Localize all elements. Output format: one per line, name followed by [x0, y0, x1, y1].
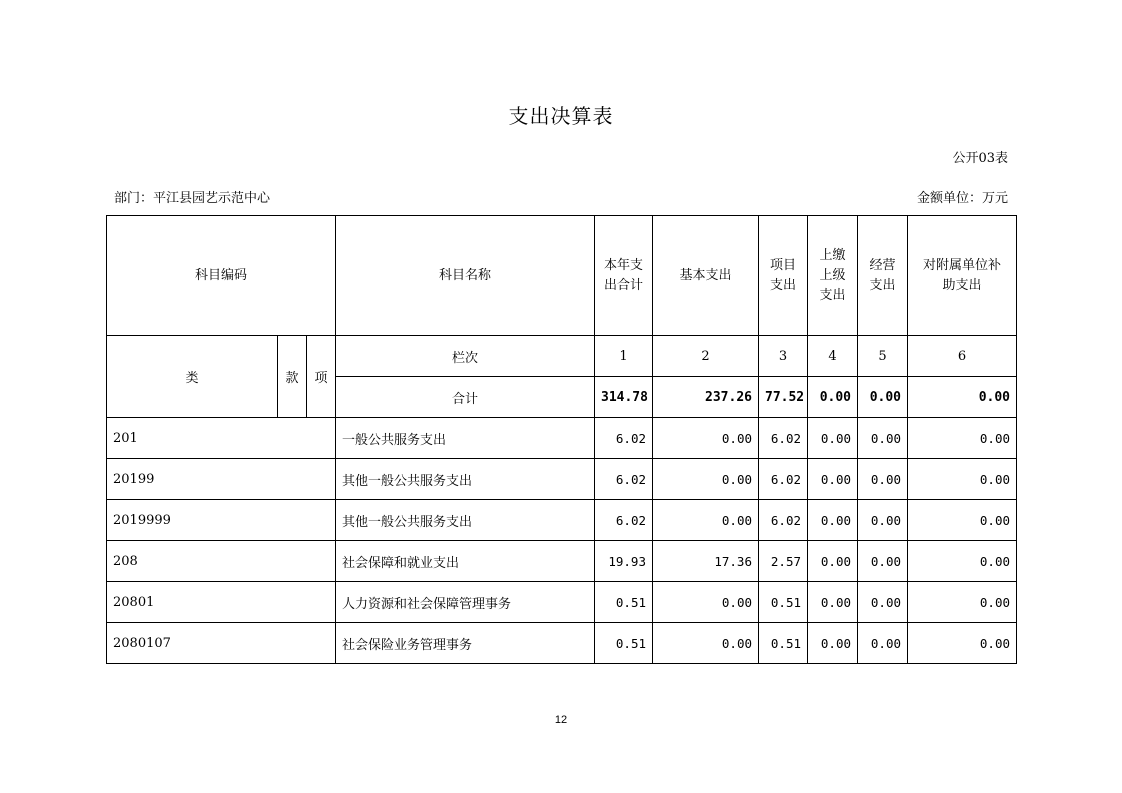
cell-value: 19.93 — [595, 541, 653, 582]
cell-value: 0.00 — [908, 459, 1017, 500]
page-number: 12 — [554, 714, 568, 726]
cell-value: 0.00 — [858, 418, 908, 459]
subject-code: 208 — [107, 541, 336, 582]
unit-line — [917, 187, 1008, 206]
cell-value: 0.51 — [595, 582, 653, 623]
cell-value: 0.00 — [808, 459, 858, 500]
department-line — [114, 187, 270, 206]
cell-value: 0.51 — [759, 582, 808, 623]
subject-name: 人力资源和社会保障管理事务 — [336, 582, 595, 623]
header-remit-line1: 上缴 — [819, 247, 846, 263]
expenditure-table — [106, 215, 1017, 664]
column-index-row — [107, 336, 1017, 377]
header-code: 科目编码 — [107, 216, 336, 336]
subject-name: 社会保障和就业支出 — [336, 541, 595, 582]
subject-name: 其他一般公共服务支出 — [336, 459, 595, 500]
subject-code: 20801 — [107, 582, 336, 623]
header-project-line2: 支出 — [769, 277, 796, 293]
cell-value: 0.51 — [595, 623, 653, 664]
cell-value: 6.02 — [595, 459, 653, 500]
cell-value: 6.02 — [759, 500, 808, 541]
total-value: 0.00 — [858, 377, 908, 418]
header-total-line2: 出合计 — [603, 277, 643, 293]
cell-value: 2.57 — [759, 541, 808, 582]
header-xiang: 项 — [307, 336, 336, 418]
cell-value: 0.00 — [908, 500, 1017, 541]
cell-value: 0.00 — [908, 582, 1017, 623]
header-remit — [808, 216, 858, 336]
cell-value: 0.00 — [808, 541, 858, 582]
cell-value: 0.00 — [858, 623, 908, 664]
table-row — [107, 500, 1017, 541]
total-value: 0.00 — [808, 377, 858, 418]
header-row — [107, 216, 1017, 336]
cell-value: 0.00 — [808, 500, 858, 541]
cell-value: 0.00 — [808, 582, 858, 623]
column-index-label: 栏次 — [336, 336, 595, 377]
header-operating-line1: 经营 — [869, 257, 896, 273]
header-operating — [858, 216, 908, 336]
department-name: 平江县园艺示范中心 — [153, 191, 271, 206]
column-index-5: 5 — [858, 336, 908, 377]
header-name: 科目名称 — [336, 216, 595, 336]
header-basic: 基本支出 — [653, 216, 759, 336]
table-row — [107, 582, 1017, 623]
cell-value: 0.00 — [908, 623, 1017, 664]
header-lei: 类 — [107, 336, 278, 418]
header-subsidy — [908, 216, 1017, 336]
cell-value: 0.00 — [808, 623, 858, 664]
total-value: 237.26 — [653, 377, 759, 418]
form-number: 公开03表 — [952, 151, 1008, 166]
total-value: 0.00 — [908, 377, 1017, 418]
subject-name: 社会保险业务管理事务 — [336, 623, 595, 664]
unit-value: 万元 — [981, 191, 1008, 206]
header-operating-line2: 支出 — [869, 277, 896, 293]
department-label: 部门 ： — [114, 191, 153, 206]
column-index-6: 6 — [908, 336, 1017, 377]
cell-value: 0.00 — [908, 418, 1017, 459]
subject-code: 201 — [107, 418, 336, 459]
cell-value: 0.00 — [858, 500, 908, 541]
total-value: 77.52 — [759, 377, 808, 418]
cell-value: 0.00 — [653, 500, 759, 541]
table-row — [107, 623, 1017, 664]
cell-value: 6.02 — [595, 418, 653, 459]
cell-value: 0.51 — [759, 623, 808, 664]
cell-value: 0.00 — [653, 418, 759, 459]
header-subsidy-line1: 对附属单位补 — [922, 257, 1001, 273]
cell-value: 0.00 — [908, 541, 1017, 582]
header-kuan: 款 — [278, 336, 307, 418]
table-row — [107, 418, 1017, 459]
subject-code: 20199 — [107, 459, 336, 500]
cell-value: 0.00 — [808, 418, 858, 459]
cell-value: 17.36 — [653, 541, 759, 582]
header-remit-line2: 上级 — [819, 267, 846, 283]
page-title: 支出决算表 — [508, 104, 614, 128]
cell-value: 6.02 — [595, 500, 653, 541]
cell-value: 0.00 — [653, 582, 759, 623]
column-index-3: 3 — [759, 336, 808, 377]
column-index-2: 2 — [653, 336, 759, 377]
header-project — [759, 216, 808, 336]
cell-value: 0.00 — [653, 623, 759, 664]
total-value: 314.78 — [595, 377, 653, 418]
header-remit-line3: 支出 — [819, 287, 846, 303]
table-row — [107, 541, 1017, 582]
header-total-line1: 本年支 — [603, 257, 643, 273]
cell-value: 0.00 — [858, 459, 908, 500]
cell-value: 0.00 — [858, 582, 908, 623]
column-index-1: 1 — [595, 336, 653, 377]
total-label: 合计 — [336, 377, 595, 418]
subject-name: 一般公共服务支出 — [336, 418, 595, 459]
unit-label: 金额单位 ： — [917, 191, 982, 206]
column-index-4: 4 — [808, 336, 858, 377]
subject-code: 2019999 — [107, 500, 336, 541]
subject-name: 其他一般公共服务支出 — [336, 500, 595, 541]
table-row — [107, 459, 1017, 500]
header-project-line1: 项目 — [769, 257, 796, 273]
cell-value: 0.00 — [858, 541, 908, 582]
subject-code: 2080107 — [107, 623, 336, 664]
cell-value: 6.02 — [759, 418, 808, 459]
cell-value: 6.02 — [759, 459, 808, 500]
header-total — [595, 216, 653, 336]
cell-value: 0.00 — [653, 459, 759, 500]
header-subsidy-line2: 助支出 — [942, 277, 982, 293]
